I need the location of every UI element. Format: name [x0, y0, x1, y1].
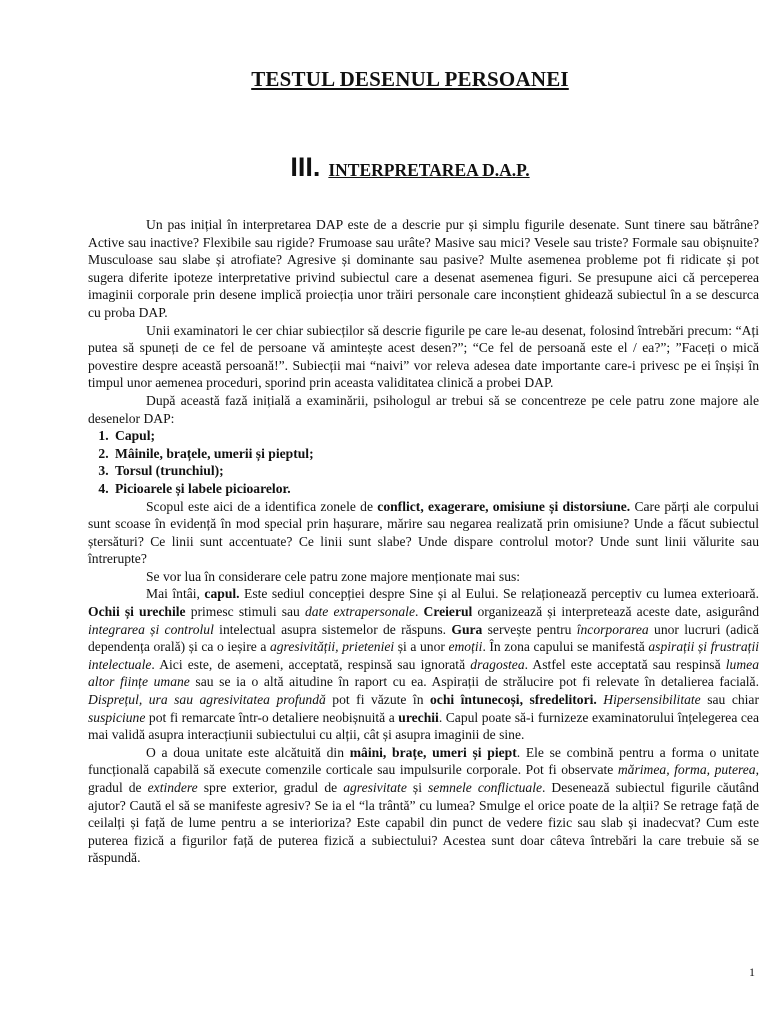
- text-run: și a unor: [394, 639, 449, 655]
- text-run: , gradul de: [88, 762, 759, 795]
- list-item: 3. Torsul (trunchiul);: [112, 462, 759, 480]
- text-run: și: [406, 780, 429, 795]
- bold-text: Creierul: [423, 604, 473, 620]
- list-item: 1. Capul;: [112, 427, 759, 445]
- italic-text: dragostea: [470, 656, 525, 672]
- paragraph: Unii examinatori le cer chiar subiecților să descrie figurile pe care le-au desenat, folosind întrebări precum: “Ați putea să spuneți de ce fel de persoane vă amintește acest desen?”; “Ce fel de persoană este el / ea?”; ”Faceți o mică povestire despre această persoană!”. Subiecții mai “naivi” vor releva adesea date importante care-i privesc pe ei înșiși în timpul unor aemenea proceduri, sporind prin aceasta validitatea clinică a probei DAP.: [88, 322, 759, 391]
- text-run: . În zona capului se manifestă: [482, 639, 649, 655]
- bold-text: Ochii și urechile: [88, 604, 186, 620]
- italic-text: Hipersensibilitate: [603, 692, 701, 708]
- italic-text: semnele conflictuale: [428, 780, 542, 795]
- paragraph: [88, 744, 759, 867]
- text-run: sau chiar: [700, 692, 759, 708]
- bold-text: ochi întunecoși, sfredelitori.: [430, 692, 597, 708]
- italic-text: emoții: [448, 639, 483, 655]
- text-run: . Desenează subiectul figurile căutând ajutor? Caută el să se manifeste agresiv? Se ia el “la trântă” cu lumea? Smulge el orice poate de la alții? Se retrage față de ceilalți și față de lume pentru a se interioriza? Este capabil din punct de vedere fizic sau slab și inadecvat? Cum este puterea fizică a figurilor față de puterea fizică a subiectului? Acestea sunt doar câteva întrebări la care trebuie să se răspundă.: [88, 780, 759, 866]
- italic-text: agresivității, prieteniei: [269, 639, 395, 655]
- page-number: 1: [749, 965, 755, 979]
- paragraph: [88, 498, 759, 568]
- text-run: . Capul poate să-i furnizeze examinatorului înțelegerea cea mai validă asupra interacțiunii subiectului cu alții, cât și asupra imaginii de sine.: [88, 709, 760, 743]
- text-run: Este sediul concepției despre Sine și al Eului. Se relaționează perceptiv cu lumea exterioară.: [239, 586, 759, 602]
- list-item: 4. Picioarele și labele picioarelor.: [112, 480, 759, 498]
- italic-text: date extrapersonale: [304, 604, 415, 620]
- text-run: sau se ia o altă aitudine în raport cu ea. Aspirații de strălucire pot fi relevate în detalierea facială.: [189, 674, 759, 690]
- section-number: III.: [290, 152, 321, 182]
- text-run: spre exterior, gradul de: [197, 780, 344, 795]
- text-run: servește pentru: [482, 621, 577, 637]
- paragraph: [88, 585, 759, 743]
- text-run: intelectual asupra sistemelor de răspuns.: [213, 621, 452, 637]
- text-run: Care părți ale corpului sunt scoase în evidență în mod special prin hașurare, mărire sau negarea realizată prin omisiune? Unde a făcut subiectul ștersături? Ce linii sunt accentuate? Ce linii sunt slabe? Unde dispare controlul motor? Unde sunt linii vălurite sau întrerupte?: [88, 498, 760, 567]
- text-run: pot fi remarcate într-o detaliere neobișnuită a: [145, 709, 399, 725]
- text-run: Scopul este aici de a identifica zonele de: [146, 498, 378, 514]
- italic-text: extindere: [147, 780, 198, 795]
- italic-text: integrarea și controlul: [88, 621, 214, 637]
- section-heading: [0, 152, 768, 183]
- text-run: . Aici este, de asemeni, acceptată, respinsă sau ignorată: [151, 656, 471, 672]
- italic-text: încorporarea: [576, 621, 649, 637]
- text-run: . Astfel este acceptată sau respinsă: [524, 656, 726, 672]
- major-zones-list: [88, 427, 759, 497]
- bold-text: Gura: [451, 621, 483, 637]
- italic-text: suspiciune: [88, 709, 146, 725]
- italic-text: mărimea, forma, puterea: [617, 762, 756, 778]
- section-title: INTERPRETAREA D.A.P.: [328, 160, 530, 180]
- italic-text: aspirații și frustrații intelectuale: [88, 639, 759, 672]
- text-run: unor lucruri (adică dependența orală) și ca o ieșire a: [88, 621, 759, 655]
- bold-text: capul.: [204, 586, 240, 602]
- italic-text: agresivitate: [343, 780, 407, 795]
- text-run: pot fi văzute în: [325, 692, 430, 708]
- text-run: primesc stimuli sau: [185, 604, 305, 620]
- text-run: Mai întâi,: [146, 586, 205, 602]
- paragraph: După această fază inițială a examinării, psihologul ar trebui să se concentreze pe cele patru zone majore ale desenelor DAP:: [88, 392, 759, 426]
- text-run: O a doua unitate este alcătuită din: [146, 744, 350, 760]
- bold-text: conflict, exagerare, omisiune și distorsiune.: [377, 498, 631, 514]
- bold-text: mâini, brațe, umeri și piept: [349, 744, 517, 760]
- text-run: .: [415, 604, 424, 620]
- paragraph: Se vor lua în considerare cele patru zone majore menționate mai sus:: [146, 568, 521, 584]
- italic-text: Disprețul, ura sau agresivitatea profundă: [88, 692, 326, 708]
- text-run: organizează și interpretează aceste date, asigurând: [472, 604, 759, 620]
- document-title: TESTUL DESENUL PERSOANEI: [251, 67, 569, 91]
- document-body: [88, 216, 759, 867]
- text-run: . Ele se combină pentru a forma o unitate funcțională capabilă să execute comenzile corticale sau impulsurile corporale. Pot fi observate: [88, 744, 759, 778]
- list-item: 2. Mâinile, brațele, umerii și pieptul;: [112, 445, 759, 463]
- italic-text: lumea altor ființe umane: [88, 656, 759, 690]
- paragraph: Un pas inițial în interpretarea DAP este de a descrie pur și simplu figurile desenate. Sunt tinere sau bătrâne? Active sau inactive? Flexibile sau rigide? Frumoase sau urâte? Masive sau mici? Vesele sau triste? Formale sau obișnuite? Musculoase sau slabe și atrofiate? Agresive și dominante sau pasive? Multe asemenea probleme pot fi ridicate și pot sugera diferite ipoteze interpretative privind subiectul care a desenat asemenea figuri. Se presupune aici că perceperea imaginii corporale prin desene implică proiecția unor trăiri personale care inconștient ghidează subiectul în a se descurca cu proba DAP.: [88, 217, 759, 320]
- bold-text: urechii: [398, 709, 439, 725]
